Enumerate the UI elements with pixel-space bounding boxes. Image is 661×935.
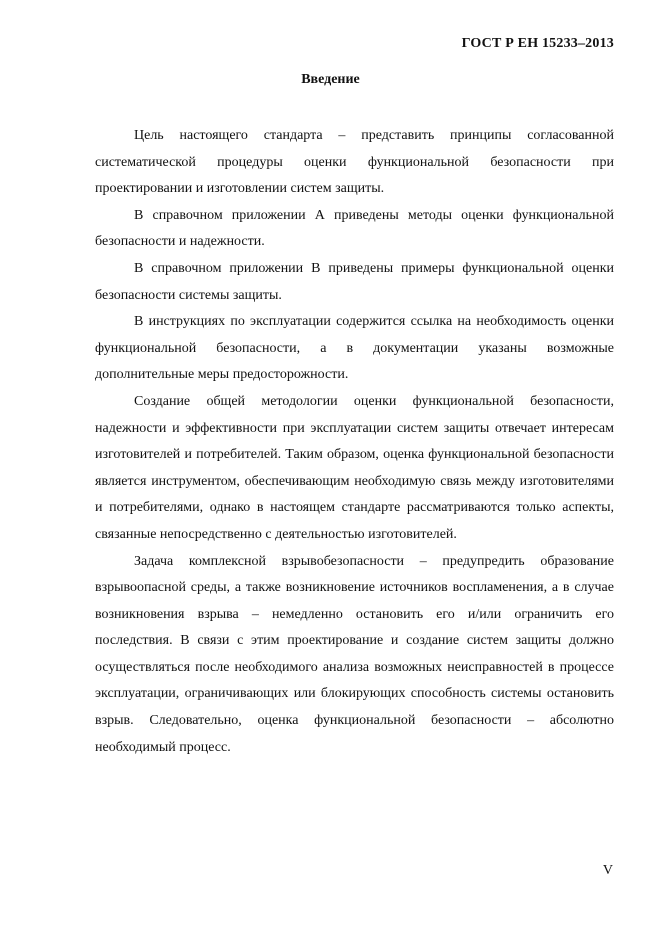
section-title: Введение [301, 72, 360, 87]
body-text [95, 123, 614, 761]
paragraph-methodology: Создание общей методологии оценки функциональной безопасности, надежности и эффективности при эксплуатации систем защиты отвечает интересам изготовителей и потребителей. Таким образом, оценка функциональной безопасности является инструментом, обеспечивающим необходимую связь между изготовителями и потребителями, однако в настоящем стандарте рассматриваются только аспекты, связанные непосредственно с деятельностью изготовителей. [95, 393, 614, 542]
paragraph-annex-a: В справочном приложении А приведены методы оценки функциональной безопасности и надежности. [95, 207, 614, 250]
paragraph-annex-b: В справочном приложении В приведены примеры функциональной оценки безопасности системы защиты. [95, 260, 614, 303]
paragraph-purpose: Цель настоящего стандарта – представить принципы согласованной систематической процедуры оценки функциональной безопасности при проектировании и изготовлении систем защиты. [95, 128, 614, 197]
paragraph-instructions: В инструкциях по эксплуатации содержится ссылка на необходимость оценки функциональной безопасности, а в документации указаны возможные дополнительные меры предосторожности. [95, 314, 614, 383]
page-number: V [602, 863, 613, 878]
standard-code-header: ГОСТ Р ЕН 15233–2013 [461, 36, 614, 51]
paragraph-explosion-safety: Задача комплексной взрывобезопасности – предупредить образование взрывоопасной среды, а также возникновение источников воспламенения, а в случае возникновения взрыва – немедленно остановить его и/или ограничить его последствия. В связи с этим проектирование и создание систем защиты должно осуществляться после необходимого анализа возможных неисправностей в процессе эксплуатации, ограничивающих или блокирующих способность системы остановить взрыв. Следовательно, оценка функциональной безопасности – абсолютно необходимый процесс. [95, 553, 614, 755]
